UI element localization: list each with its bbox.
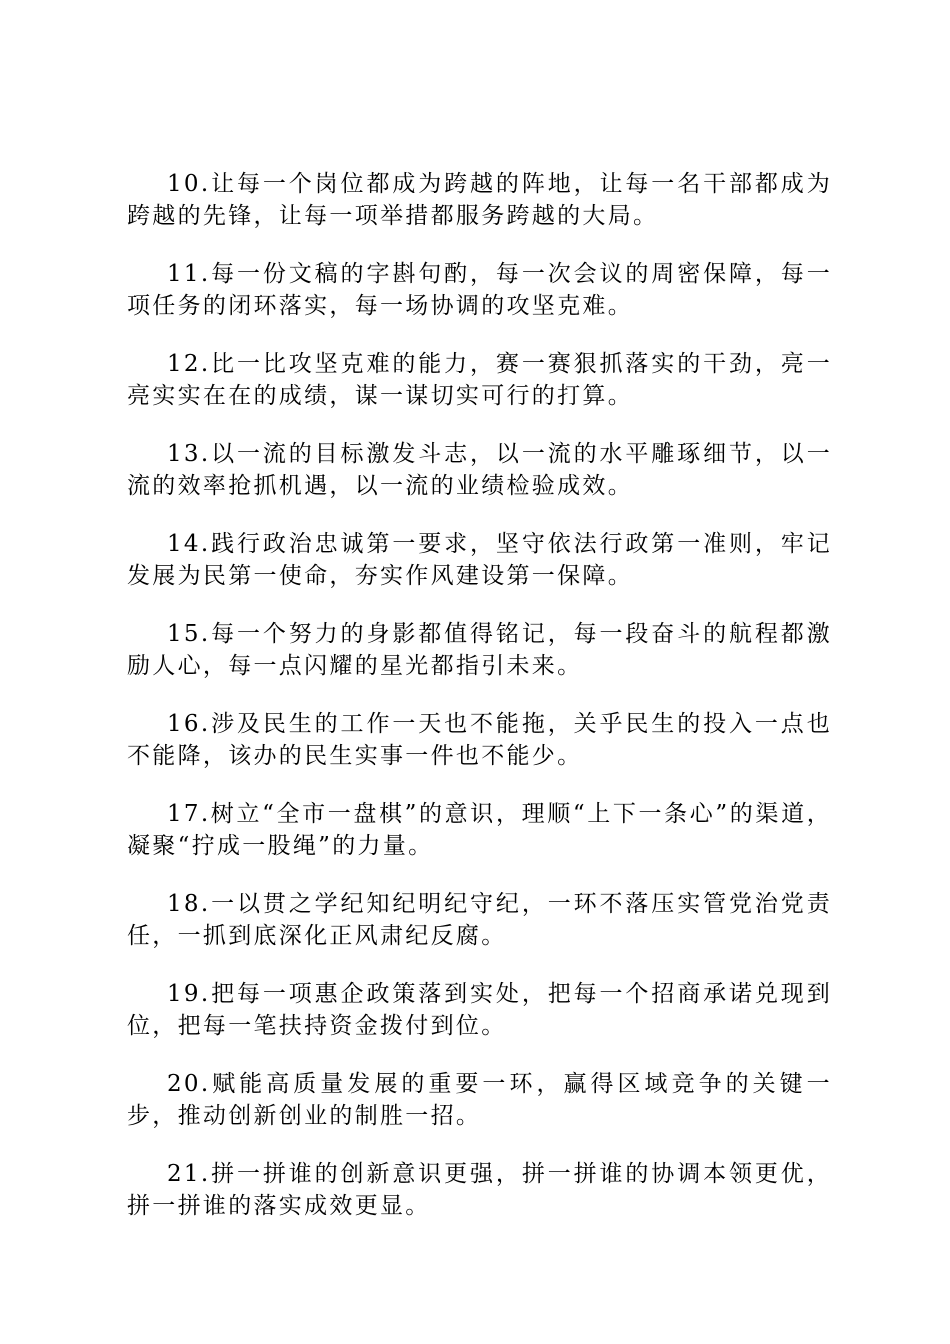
- paragraph-13: 13.以一流的目标激发斗志，以一流的水平雕琢细节，以一流的效率抢抓机遇，以一流的业绩检验成效。: [127, 441, 832, 499]
- paragraph-15: 15.每一个努力的身影都值得铭记，每一段奋斗的航程都激励人心，每一点闪耀的星光都指引未来。: [127, 621, 832, 679]
- paragraph-11: 11.每一份文稿的字斟句酌，每一次会议的周密保障，每一项任务的闭环落实，每一场协调的攻坚克难。: [127, 261, 832, 319]
- paragraph-21: 21.拼一拼谁的创新意识更强，拼一拼谁的协调本领更优，拼一拼谁的落实成效更显。: [127, 1161, 832, 1219]
- paragraph-19: 19.把每一项惠企政策落到实处，把每一个招商承诺兑现到位，把每一笔扶持资金拨付到位。: [127, 981, 832, 1039]
- paragraph-16: 16.涉及民生的工作一天也不能拖，关乎民生的投入一点也不能降，该办的民生实事一件也不能少。: [127, 711, 832, 769]
- paragraph-10: 10.让每一个岗位都成为跨越的阵地，让每一名干部都成为跨越的先锋，让每一项举措都服务跨越的大局。: [127, 171, 832, 229]
- paragraph-17: 17.树立“全市一盘棋”的意识，理顺“上下一条心”的渠道，凝聚“拧成一股绳”的力量。: [127, 801, 832, 859]
- document-body: [127, 168, 832, 1248]
- paragraph-18: 18.一以贯之学纪知纪明纪守纪，一环不落压实管党治党责任，一抓到底深化正风肃纪反腐。: [127, 891, 832, 949]
- paragraph-14: 14.践行政治忠诚第一要求，坚守依法行政第一准则，牢记发展为民第一使命，夯实作风建设第一保障。: [127, 531, 832, 589]
- paragraph-12: 12.比一比攻坚克难的能力，赛一赛狠抓落实的干劲，亮一亮实实在在的成绩，谋一谋切实可行的打算。: [127, 351, 832, 409]
- paragraph-20: 20.赋能高质量发展的重要一环，赢得区域竞争的关键一步，推动创新创业的制胜一招。: [127, 1071, 832, 1129]
